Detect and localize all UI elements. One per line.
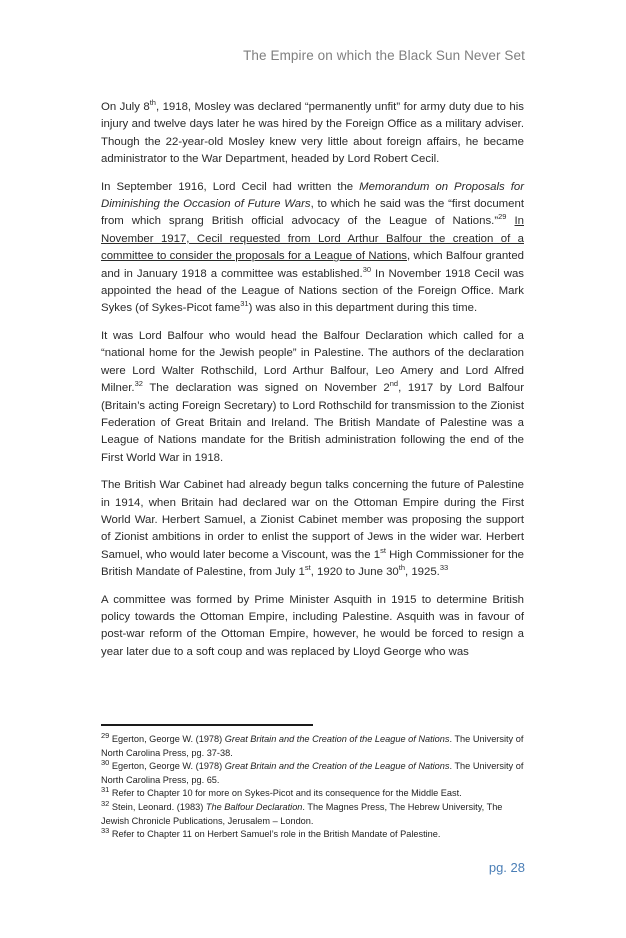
ordinal-suffix: th <box>149 98 156 108</box>
footnote-number: 33 <box>101 826 110 836</box>
ordinal-suffix: st <box>380 545 386 555</box>
paragraph-4-text: , 1925. <box>405 566 440 579</box>
footnote-text: . The University of North Carolina Press, pg. 37-38. <box>101 734 524 758</box>
footnote-book-title: Great Britain and the Creation of the League of Nations <box>224 761 450 772</box>
footnote-number: 29 <box>101 730 110 740</box>
body-text <box>101 99 524 671</box>
memorandum-title: Memorandum on Proposals for Diminishing the Occasion of Future Wars <box>101 180 524 211</box>
footnotes <box>101 730 524 842</box>
footnote-text: Egerton, George W. (1978) <box>109 761 225 772</box>
ordinal-suffix: th <box>398 563 406 573</box>
paragraph-2-text: , which Balfour granted and in January 1918 a committee was established. <box>101 250 524 280</box>
footnote-number: 32 <box>101 798 110 808</box>
ordinal-suffix: st <box>304 563 311 573</box>
footnote-number: 30 <box>101 758 110 768</box>
page-number: pg. 28 <box>488 860 525 875</box>
footnote-number: 31 <box>101 785 110 795</box>
paragraph-1-text: , 1918, Mosley was declared “permanently unfit” for army duty due to his injury and twelve days later he was hired by the Foreign Office as a military adviser. Though the 22-year-old Mosley knew very little about foreign affairs, he became administrator to the War Department, headed by Lord Robert Cecil. <box>101 101 524 166</box>
paragraph-3-text: , 1917 by Lord Balfour (Britain’s acting Foreign Secretary) to Lord Rothschild for transmission to the Zionist Federation of Great Britain and Ireland. The British Mandate of Palestine was a League of Nations mandate for the British administration following the end of the First World War in 1918. <box>101 382 524 464</box>
footnote-ref-31[interactable]: 31 <box>240 299 249 309</box>
paragraph-2-text: In November 1918 Cecil was appointed the head of the League of Nations section of the Foreign Office. Mark Sykes (of Sykes-Picot fame <box>101 267 525 315</box>
footnote-book-title: Great Britain and the Creation of the League of Nations <box>224 734 450 744</box>
footnote-text: . The Magnes Press, The Hebrew University, The Jewish Chronicle Publications, Jerusalem – London. <box>101 801 503 826</box>
underlined-statement: In November 1917, Cecil requested from Lord Arthur Balfour the creation of a committee to consider the proposals for a League of Nations <box>101 215 524 263</box>
footnote-item <box>101 760 524 787</box>
footnote-text: Egerton, George W. (1978) <box>109 734 225 744</box>
paragraph-4 <box>101 477 524 581</box>
footnote-item <box>101 828 524 842</box>
paragraph-3 <box>101 328 524 467</box>
footnote-separator <box>101 724 313 726</box>
footnote-ref-29[interactable]: 29 <box>498 212 507 222</box>
paragraph-2-text: In September 1916, Lord Cecil had written the <box>101 180 360 193</box>
footnote-ref-30[interactable]: 30 <box>362 264 372 274</box>
footnote-ref-33[interactable]: 33 <box>439 563 449 573</box>
paragraph-3-text: The declaration was signed on November 2 <box>142 382 390 395</box>
footnote-text: Refer to Chapter 10 for more on Sykes-Picot and its consequence for the Middle East. <box>109 788 462 799</box>
paragraph-3-text: It was Lord Balfour who would head the Balfour Declaration which called for a “national home for the Jewish people” in Palestine. The authors of the declaration were Lord Walter Rothschild, Lord Arthur Balfour, Leo Amery and Lord Alfred Milner. <box>101 329 524 395</box>
footnote-ref-32[interactable]: 32 <box>134 379 143 389</box>
footnote-item <box>101 798 524 828</box>
footnote-item <box>101 730 524 760</box>
footnote-text: . The University of North Carolina Press, pg. 65. <box>101 761 524 785</box>
paragraph-5: A committee was formed by Prime Minister Asquith in 1915 to determine British policy towards the Ottoman Empire, including Palestine. Asquith was in favour of post-war reform of the Ottoman Empire, however, he would be forced to resign a year later due to a soft coup and was replaced by Lloyd George who was <box>101 593 524 658</box>
running-header: The Empire on which the Black Sun Never Set <box>243 48 525 63</box>
paragraph-1-text: On July 8 <box>101 101 150 113</box>
paragraph-2-text: , to which he said was the “first document from which sprang British official advocacy of the League of Nations.” <box>101 198 524 228</box>
paragraph-4-text: High Commissioner for the British Mandate of Palestine, from July 1 <box>101 548 524 579</box>
footnote-book-title: The Balfour Declaration <box>205 801 303 812</box>
paragraph-2-text: ) was also in this department during this time. <box>248 302 478 315</box>
paragraph-4-text: The British War Cabinet had already begun talks concerning the future of Palestine in 1914, when Britain had declared war on the Ottoman Empire during the First World War. Herbert Samuel, a Zionist Cabinet member was proposing the support of Zionist ambitions in order to enlist the support of Jews in the wider war. Herbert Samuel, who would later become a Viscount, was the 1 <box>101 479 524 561</box>
ordinal-suffix: nd <box>389 379 399 389</box>
paragraph-1 <box>101 99 524 169</box>
footnote-text: Stein, Leonard. (1983) <box>109 801 206 812</box>
footnote-text: Refer to Chapter 11 on Herbert Samuel’s role in the British Mandate of Palestine. <box>109 829 441 840</box>
paragraph-2 <box>101 179 524 318</box>
footnote-item <box>101 787 524 801</box>
paragraph-4-text: , 1920 to June 30 <box>310 566 399 579</box>
